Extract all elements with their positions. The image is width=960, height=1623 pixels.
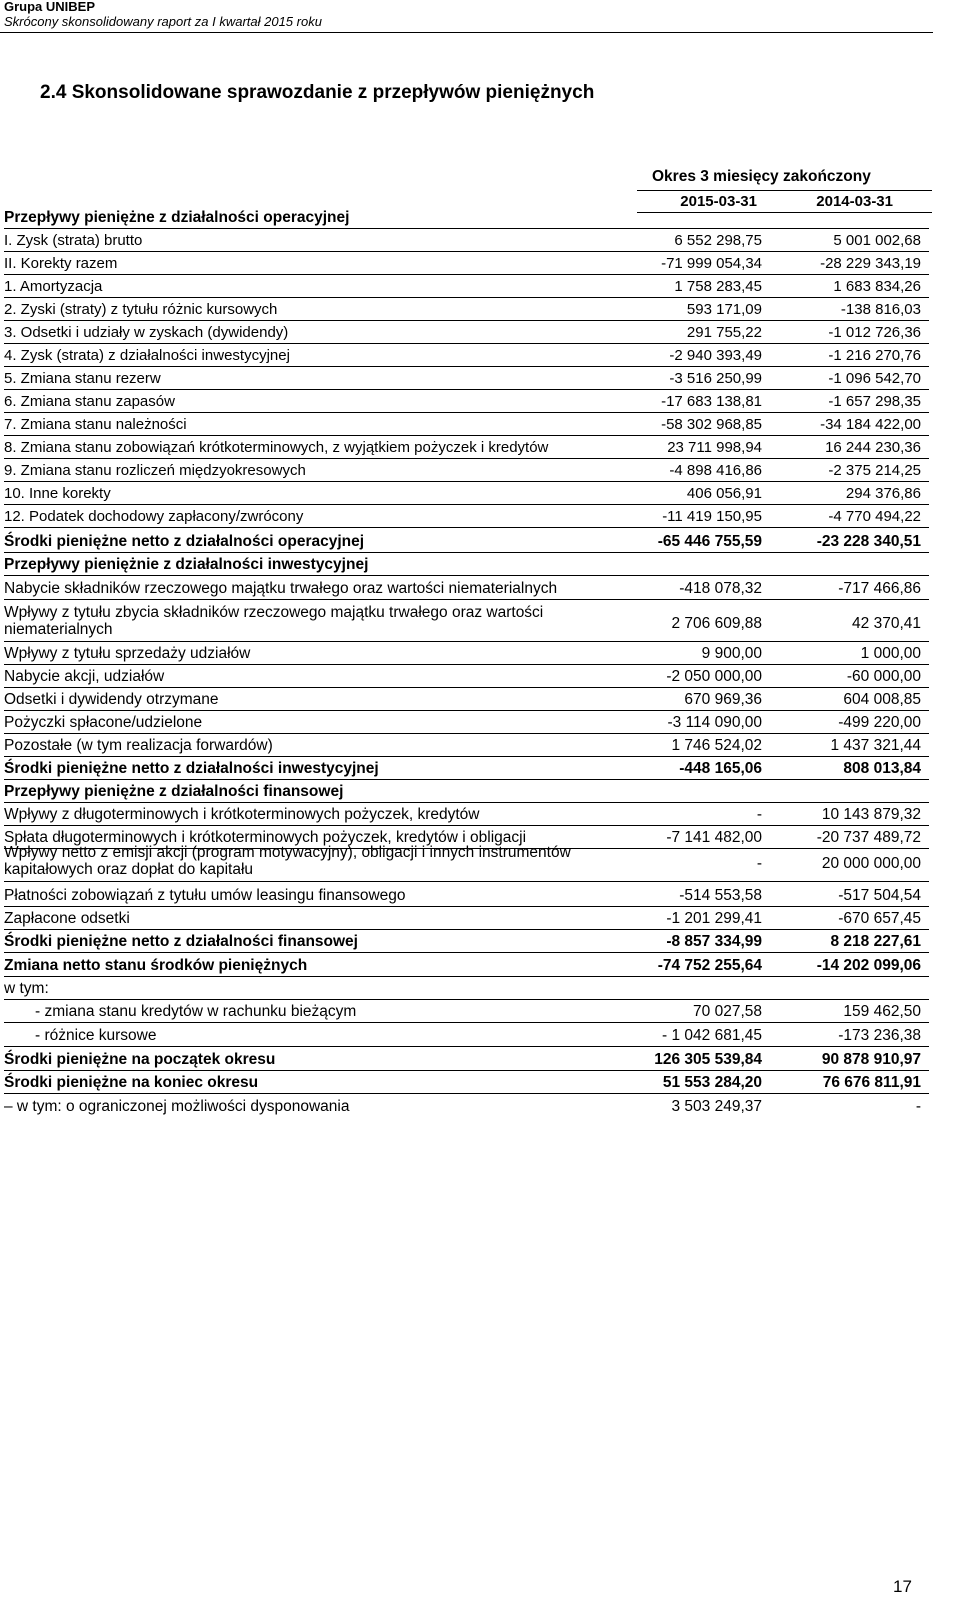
row-value-2015: -514 553,58	[679, 887, 762, 904]
row-label: Wpływy z tytułu zbycia składników rzeczowego majątku trwałego oraz wartości niematerialnych	[4, 604, 544, 638]
row-label: 5. Zmiana stanu rezerw	[4, 370, 161, 387]
row-label: 12. Podatek dochodowy zapłacony/zwrócony	[4, 508, 304, 525]
row-value-2014: 604 008,85	[843, 691, 921, 708]
row-value-2014: -23 228 340,51	[816, 533, 921, 550]
row-value-2014: -670 657,45	[838, 910, 921, 927]
row-value-2014: -20 737 489,72	[816, 829, 921, 846]
table-row	[4, 252, 929, 275]
period-label: Okres 3 miesięcy zakończony	[652, 168, 871, 185]
table-row	[4, 576, 929, 600]
column-header-divider	[637, 190, 932, 191]
row-value-2015: 6 552 298,75	[674, 232, 762, 249]
row-label: Wpływy z długoterminowych i krótkoterminowych pożyczek, kredytów	[4, 806, 480, 823]
row-value-2014: -499 220,00	[838, 714, 921, 731]
table-row	[4, 553, 929, 576]
row-label: 8. Zmiana stanu zobowiązań krótkoterminowych, z wyjątkiem pożyczek i kredytów	[4, 439, 549, 456]
table-row	[4, 528, 929, 553]
row-value-2015: -	[756, 806, 762, 823]
table-row	[4, 953, 929, 977]
row-value-2015: 23 711 998,94	[667, 439, 762, 456]
row-label: – w tym: o ograniczonej możliwości dysponowania	[4, 1098, 350, 1115]
report-subtitle: Skrócony skonsolidowany raport za I kwartał 2015 roku	[4, 14, 322, 29]
row-value-2015: -74 752 255,64	[657, 957, 762, 974]
row-value-2015: -1 201 299,41	[666, 910, 762, 927]
table-row	[4, 298, 929, 321]
row-value-2014: 808 013,84	[843, 760, 921, 777]
row-value-2015: 406 056,91	[686, 485, 762, 502]
table-row	[4, 882, 929, 907]
row-value-2015: -8 857 334,99	[666, 933, 762, 950]
row-value-2015: -3 114 090,00	[667, 714, 762, 731]
row-value-2014: -1 012 726,36	[828, 324, 921, 341]
company-name: Grupa UNIBEP	[4, 0, 96, 14]
row-value-2014: 90 878 910,97	[821, 1051, 921, 1068]
row-label: Wpływy z tytułu sprzedaży udziałów	[4, 645, 251, 662]
row-label: 10. Inne korekty	[4, 485, 111, 502]
table-row	[4, 930, 929, 953]
row-value-2014: -28 229 343,19	[820, 255, 921, 272]
page-title: 2.4 Skonsolidowane sprawozdanie z przepływów pieniężnych	[40, 82, 595, 103]
table-row	[4, 665, 929, 688]
row-value-2015: - 1 042 681,45	[662, 1027, 762, 1044]
row-label: Przepływy pieniężne z działalności finansowej	[4, 783, 344, 800]
row-label: Środki pieniężne na początek okresu	[4, 1051, 276, 1068]
row-value-2015: -	[756, 855, 762, 872]
row-value-2014: 294 376,86	[845, 485, 921, 502]
row-value-2015: -7 141 482,00	[666, 829, 762, 846]
row-value-2015: 1 758 283,45	[674, 278, 762, 295]
row-value-2015: 3 503 249,37	[671, 1098, 762, 1115]
row-value-2015: -418 078,32	[679, 580, 762, 597]
table-row	[4, 688, 929, 711]
row-value-2014: 1 683 834,26	[833, 278, 921, 295]
row-label: Płatności zobowiązań z tytułu umów leasingu finansowego	[4, 887, 406, 904]
row-value-2014: 42 370,41	[852, 615, 921, 632]
row-value-2014: 16 244 230,36	[825, 439, 921, 456]
table-row	[4, 436, 929, 459]
table-row	[4, 209, 929, 229]
row-value-2015: 126 305 539,84	[654, 1051, 762, 1068]
row-label: 2. Zyski (straty) z tytułu różnic kursowych	[4, 301, 278, 318]
row-label: Zmiana netto stanu środków pieniężnych	[4, 957, 308, 974]
row-label: Nabycie akcji, udziałów	[4, 668, 165, 685]
row-value-2014: -1 657 298,35	[828, 393, 921, 410]
row-label: Pożyczki spłacone/udzielone	[4, 714, 203, 731]
row-value-2014: 1 000,00	[860, 645, 921, 662]
row-label: Środki pieniężne netto z działalności operacyjnej	[4, 533, 365, 550]
row-value-2014: 20 000 000,00	[821, 855, 921, 872]
row-value-2014: -14 202 099,06	[816, 957, 921, 974]
row-value-2014: 159 462,50	[843, 1003, 921, 1020]
row-label: 6. Zmiana stanu zapasów	[4, 393, 175, 410]
table-row	[4, 459, 929, 482]
row-value-2015: -3 516 250,99	[669, 370, 762, 387]
row-value-2014: -	[915, 1098, 921, 1115]
table-row	[4, 321, 929, 344]
row-value-2014: -138 816,03	[840, 301, 921, 318]
row-label: 3. Odsetki i udziały w zyskach (dywidendy)	[4, 324, 289, 341]
row-value-2014: 10 143 879,32	[821, 806, 921, 823]
row-value-2014: -60 000,00	[846, 668, 921, 685]
row-value-2014: -517 504,54	[838, 887, 921, 904]
row-label: - różnice kursowe	[35, 1027, 157, 1044]
row-label: Środki pieniężne na koniec okresu	[4, 1074, 259, 1091]
row-label: 7. Zmiana stanu należności	[4, 416, 187, 433]
table-row	[4, 1000, 929, 1023]
row-value-2015: 70 027,58	[693, 1003, 762, 1020]
row-value-2015: 2 706 609,88	[671, 615, 762, 632]
table-row	[4, 1071, 929, 1094]
row-value-2015: 1 746 524,02	[671, 737, 762, 754]
table-row	[4, 1094, 929, 1117]
row-value-2015: -65 446 755,59	[657, 533, 762, 550]
row-label: Nabycie składników rzeczowego majątku trwałego oraz wartości niematerialnych	[4, 580, 558, 597]
row-value-2014: 5 001 002,68	[833, 232, 921, 249]
row-label: Środki pieniężne netto z działalności inwestycyjnej	[4, 760, 379, 777]
row-label: Zapłacone odsetki	[4, 910, 130, 927]
row-value-2015: -11 419 150,95	[662, 508, 762, 525]
table-row	[4, 275, 929, 298]
table-row	[4, 482, 929, 505]
row-label: Wpływy netto z emisji akcji (program motywacyjny), obligacji i innych instrumentów kapitałowych oraz dopłat do kapitału	[4, 844, 571, 878]
row-value-2014: -34 184 422,00	[820, 416, 921, 433]
table-row	[4, 505, 929, 528]
table-row	[4, 757, 929, 780]
table-row	[4, 844, 929, 882]
row-value-2015: 51 553 284,20	[662, 1074, 762, 1091]
row-value-2015: 593 171,09	[686, 301, 762, 318]
row-label: Spłata długoterminowych i krótkoterminowych pożyczek, kredytów i obligacji	[4, 829, 527, 846]
table-row	[4, 1047, 929, 1071]
row-value-2014: -1 216 270,76	[828, 347, 921, 364]
table-row	[4, 977, 929, 1000]
row-value-2015: -17 683 138,81	[661, 393, 762, 410]
row-value-2014: -4 770 494,22	[828, 508, 921, 525]
row-value-2014: -173 236,38	[838, 1027, 921, 1044]
table-row	[4, 734, 929, 757]
row-value-2015: 670 969,36	[684, 691, 762, 708]
row-label: I. Zysk (strata) brutto	[4, 232, 143, 249]
row-label: Przepływy pieniężne z działalności operacyjnej	[4, 209, 350, 226]
row-label: Odsetki i dywidendy otrzymane	[4, 691, 219, 708]
row-label: 9. Zmiana stanu rozliczeń międzyokresowych	[4, 462, 306, 479]
row-label: 1. Amortyzacja	[4, 278, 103, 295]
table-row	[4, 367, 929, 390]
row-label: w tym:	[4, 980, 49, 997]
table-row	[4, 600, 929, 642]
row-value-2014: 8 218 227,61	[830, 933, 921, 950]
row-value-2015: -58 302 968,85	[661, 416, 762, 433]
table-row	[4, 413, 929, 436]
row-value-2014: 76 676 811,91	[822, 1074, 921, 1091]
header-divider	[0, 32, 933, 33]
table-row	[4, 780, 929, 803]
row-value-2014: -2 375 214,25	[828, 462, 921, 479]
table-row	[4, 390, 929, 413]
row-value-2014: -1 096 542,70	[828, 370, 921, 387]
row-value-2015: -448 165,06	[679, 760, 762, 777]
row-value-2015: -4 898 416,86	[669, 462, 762, 479]
table-row	[4, 642, 929, 665]
row-label: - zmiana stanu kredytów w rachunku bieżącym	[35, 1003, 357, 1020]
row-value-2014: 1 437 321,44	[830, 737, 921, 754]
row-value-2015: -2 940 393,49	[669, 347, 762, 364]
row-label: 4. Zysk (strata) z działalności inwestycyjnej	[4, 347, 290, 364]
row-label: II. Korekty razem	[4, 255, 118, 272]
table-row	[4, 803, 929, 826]
table-row	[4, 229, 929, 252]
column-header-2015: 2015-03-31	[680, 193, 757, 210]
row-value-2015: 291 755,22	[686, 324, 762, 341]
row-value-2015: -2 050 000,00	[666, 668, 762, 685]
row-label: Środki pieniężne netto z działalności finansowej	[4, 933, 358, 950]
table-row	[4, 344, 929, 367]
row-label: Przepływy pieniężnie z działalności inwestycyjnej	[4, 556, 369, 573]
column-header-2014: 2014-03-31	[816, 193, 893, 210]
row-value-2015: 9 900,00	[701, 645, 762, 662]
row-label: Pozostałe (w tym realizacja forwardów)	[4, 737, 273, 754]
table-row	[4, 1023, 929, 1047]
row-value-2015: -71 999 054,34	[661, 255, 762, 272]
table-row	[4, 711, 929, 734]
table-row	[4, 907, 929, 930]
row-value-2014: -717 466,86	[838, 580, 921, 597]
page-number: 17	[893, 1577, 912, 1596]
